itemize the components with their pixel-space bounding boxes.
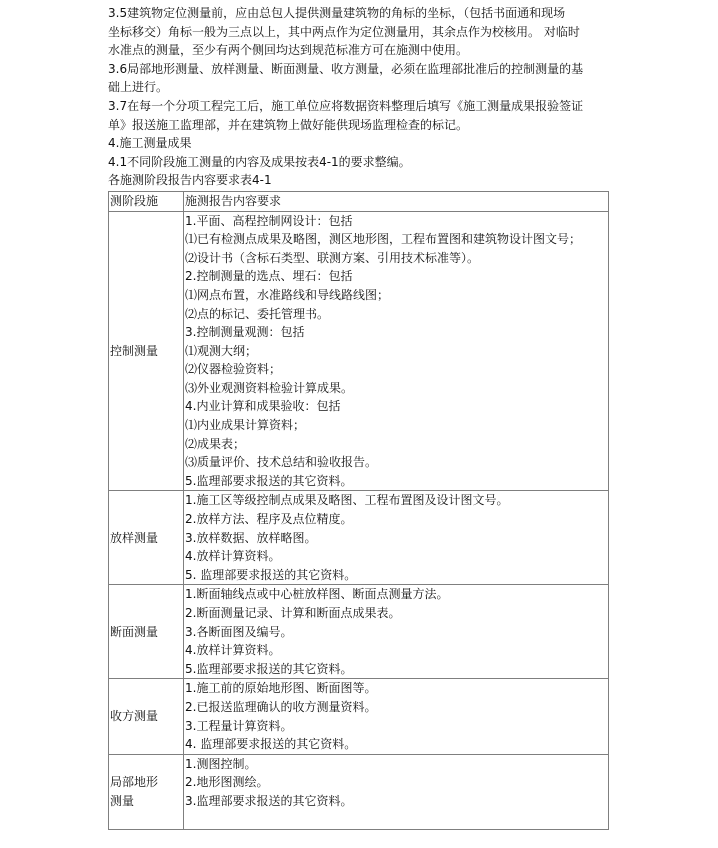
list-item: 1.测图控制。 (185, 756, 257, 771)
list-item: 1.断面轴线点或中心桩放样图、断面点测量方法。 (185, 587, 449, 602)
text-line: 3.6局部地形测量、放样测量、断面测量、收方测量，必须在监理部批准后的控制测量的基 (108, 61, 584, 76)
stage-label-line: 局部地形 (110, 775, 159, 790)
list-item: 3.工程量计算资料。 (185, 718, 293, 733)
document-page (108, 4, 613, 830)
paragraph-3-5 (108, 4, 613, 60)
list-item: ⑴内业成果计算资料； (185, 418, 306, 433)
report-requirements-table (108, 191, 609, 830)
requirements-cell (184, 585, 609, 679)
list-item: 3.放样数据、放样略图。 (185, 530, 317, 545)
text-line: 坐标移交）角标一般为三点以上，其中两点作为定位测量用，其余点作为校核用。 对临时 (108, 24, 580, 39)
list-item: ⑴网点布置，水准路线和导线路线图； (185, 287, 390, 302)
list-item (185, 811, 608, 830)
list-item: 3.各断面图及编号。 (185, 624, 293, 639)
requirements-cell (184, 491, 609, 585)
list-item: 1.施工前的原始地形图、断面图等。 (185, 681, 377, 696)
list-item: 3.控制测量观测：包括 (185, 325, 305, 340)
text-line: 单》报送施工监理部，并在建筑物上做好能供现场监理检查的标记。 (108, 117, 469, 132)
list-item: 4.放样计算资料。 (185, 549, 281, 564)
text-line: 4.施工测量成果 (108, 136, 192, 151)
stage-cell: 放样测量 (109, 491, 184, 585)
list-item: 5.监理部要求报送的其它资料。 (185, 473, 353, 488)
table-row (109, 585, 609, 679)
list-item: 3.监理部要求报送的其它资料。 (185, 793, 353, 808)
list-item: 1.平面、高程控制网设计：包括 (185, 213, 353, 228)
stage-label-line: 测量 (110, 793, 135, 808)
list-item: 5. 监理部要求报送的其它资料。 (185, 567, 357, 582)
table-caption: 各施测阶段报告内容要求表4-1 (108, 173, 272, 188)
stage-cell (109, 754, 184, 829)
table-row (109, 679, 609, 754)
table-row (109, 491, 609, 585)
list-item: ⑶质量评价、技术总结和验收报告。 (185, 455, 378, 470)
stage-cell: 收方测量 (109, 679, 184, 754)
text-line: 础上进行。 (108, 80, 169, 95)
list-item: ⑵点的标记、委托管理书。 (185, 306, 330, 321)
text-line: 3.7在每一个分项工程完工后，施工单位应将数据资料整理后填写《施工测量成果报验签证 (108, 98, 584, 113)
text-line: 4.1不同阶段施工测量的内容及成果按表4-1的要求整编。 (108, 154, 411, 169)
list-item: ⑶外业观测资料检验计算成果。 (185, 380, 354, 395)
list-item: ⑵仪器检验资料； (185, 362, 282, 377)
header-stage: 测阶段施 (109, 191, 184, 211)
list-item: 2.断面测量记录、计算和断面点成果表。 (185, 606, 401, 620)
text-line: 水准点的测量，至少有两个侧回均达到规范标准方可在施测中使用。 (108, 43, 469, 58)
list-item: 2.地形图测绘。 (185, 775, 269, 790)
table-row (109, 754, 609, 829)
list-item: 1.施工区等级控制点成果及略图、工程布置图及设计图文号。 (185, 493, 509, 508)
list-item: ⑵设计书（含标石类型、联测方案、引用技术标准等）。 (185, 250, 480, 265)
list-item: 5.监理部要求报送的其它资料。 (185, 661, 353, 676)
stage-cell: 断面测量 (109, 585, 184, 679)
text-line: 3.5建筑物定位测量前，应由总包人提供测量建筑物的角标的坐标，（包括书面通和现场 (108, 6, 566, 20)
list-item: ⑵成果表； (185, 436, 246, 451)
requirements-cell (184, 211, 609, 491)
list-item: 2.放样方法、程序及点位精度。 (185, 512, 353, 527)
paragraph-3-6 (108, 60, 613, 97)
list-item: 2.已报送监理确认的收方测量资料。 (185, 699, 377, 714)
requirements-cell (184, 679, 609, 754)
list-item: 4.放样计算资料。 (185, 643, 281, 658)
stage-cell: 控制测量 (109, 211, 184, 491)
list-item: ⑴已有检测点成果及略图，测区地形图，工程布置图和建筑物设计图文号； (185, 232, 582, 247)
list-item: 4. 监理部要求报送的其它资料。 (185, 737, 357, 752)
list-item: 4.内业计算和成果验收：包括 (185, 399, 341, 414)
header-requirements: 施测报告内容要求 (184, 191, 609, 211)
section-heading-4 (108, 134, 613, 153)
requirements-cell (184, 754, 609, 829)
paragraph-4-1 (108, 153, 613, 172)
paragraph-3-7 (108, 97, 613, 134)
list-item: 2.控制测量的选点、埋石：包括 (185, 269, 353, 284)
list-item: ⑴观测大纲； (185, 343, 258, 358)
table-header-row (109, 191, 609, 211)
table-row (109, 211, 609, 491)
